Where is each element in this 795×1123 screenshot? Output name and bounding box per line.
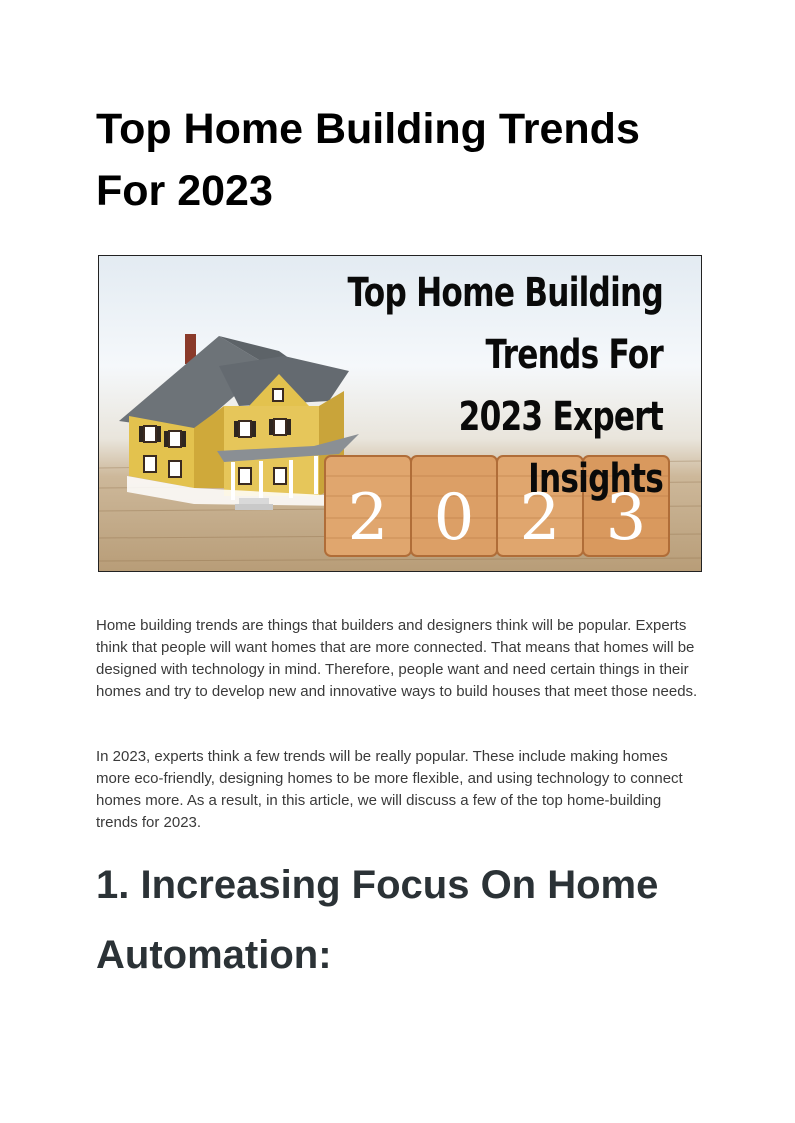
hero-image [98,255,702,572]
block-digit: 2 [347,481,389,555]
hero-banner-text: Top Home Building Trends For 2023 Expert Insights [347,270,663,502]
block-digit: 0 [433,481,475,555]
intro-paragraph: Home building trends are things that builders and designers think will be popular. Experts think that people will want homes that are more connected. That means that homes will be designed with technology in mind. Therefore, people want and need certain things in their homes and try to develop new and innovative ways to build houses that meet those needs. [96,617,698,700]
block-digit: 3 [605,481,647,555]
page-title: Top Home Building Trends For 2023 [96,105,640,215]
trends-paragraph: In 2023, experts think a few trends will be really popular. These include making homes more eco-friendly, designing homes to be more flexible, and using technology to connect homes more. As a result, in this article, we will discuss a few of the top home-building trends for 2023. [96,748,683,831]
block-digit: 2 [519,481,561,555]
section-heading: 1. Increasing Focus On Home Automation: [96,863,659,977]
